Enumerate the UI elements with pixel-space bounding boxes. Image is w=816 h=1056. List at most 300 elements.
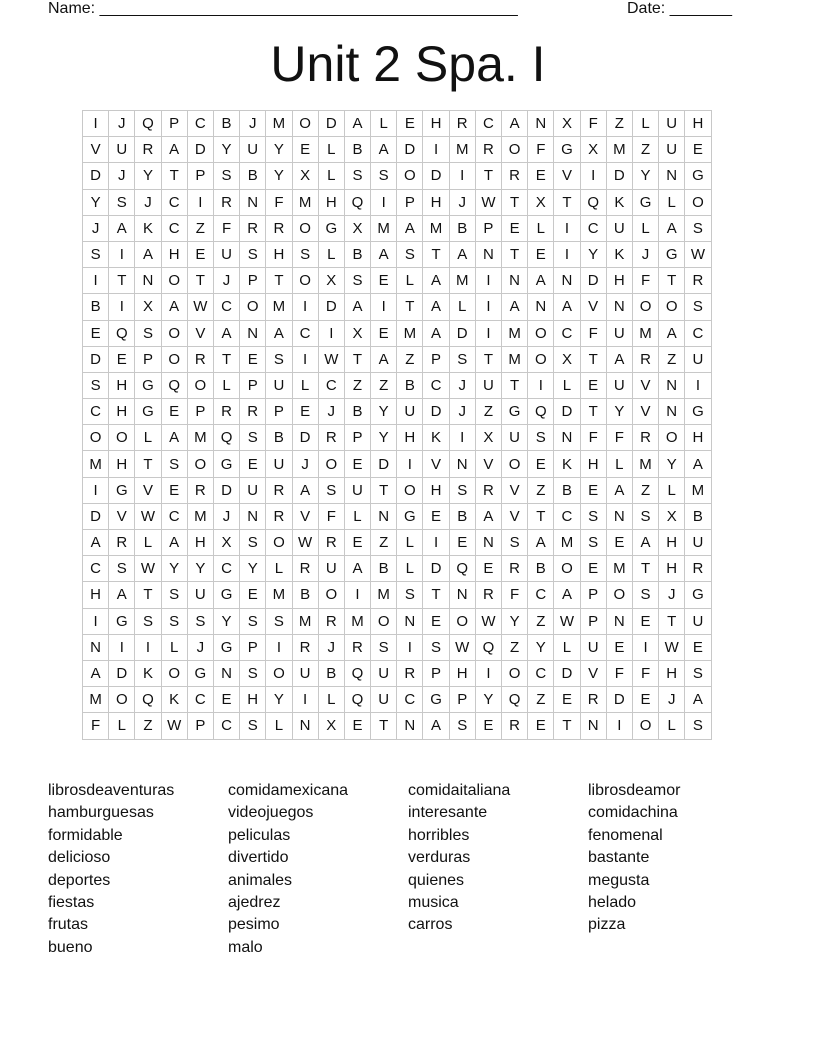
grid-cell: O (318, 582, 344, 608)
grid-cell: R (187, 477, 213, 503)
word-bank-item: bastante (588, 849, 650, 867)
grid-cell: A (109, 215, 135, 241)
grid-cell: U (685, 608, 711, 634)
grid-cell: G (502, 399, 528, 425)
grid-cell: L (213, 372, 239, 398)
grid-cell: B (83, 294, 109, 320)
grid-cell: H (397, 425, 423, 451)
grid-cell: C (475, 111, 501, 137)
grid-cell: E (606, 530, 632, 556)
grid-cell: W (318, 346, 344, 372)
grid-cell: G (632, 189, 658, 215)
word-bank-item: animales (228, 871, 293, 889)
grid-cell: C (528, 660, 554, 686)
grid-cell: X (554, 346, 580, 372)
grid-cell: T (371, 477, 397, 503)
grid-cell: X (318, 713, 344, 739)
grid-cell: L (109, 713, 135, 739)
grid-cell: O (266, 660, 292, 686)
grid-cell: E (475, 556, 501, 582)
grid-cell: U (397, 399, 423, 425)
grid-cell: W (292, 530, 318, 556)
grid-cell: H (187, 530, 213, 556)
grid-cell: Z (528, 477, 554, 503)
word-search-grid (82, 110, 712, 740)
grid-row (83, 530, 712, 556)
grid-cell: J (292, 451, 318, 477)
grid-cell: I (266, 634, 292, 660)
grid-cell: L (659, 713, 685, 739)
grid-cell: O (502, 660, 528, 686)
grid-cell: E (213, 687, 239, 713)
grid-cell: S (161, 451, 187, 477)
grid-cell: U (685, 346, 711, 372)
grid-cell: L (292, 372, 318, 398)
grid-cell: S (423, 634, 449, 660)
grid-cell: A (606, 477, 632, 503)
grid-cell: R (502, 163, 528, 189)
grid-cell: A (659, 320, 685, 346)
grid-cell: S (685, 294, 711, 320)
grid-cell: G (109, 608, 135, 634)
grid-cell: M (83, 687, 109, 713)
grid-cell: G (135, 399, 161, 425)
grid-cell: P (240, 268, 266, 294)
grid-cell: S (371, 163, 397, 189)
grid-cell: L (659, 189, 685, 215)
grid-cell: J (109, 111, 135, 137)
grid-cell: R (580, 687, 606, 713)
grid-cell: U (475, 372, 501, 398)
grid-cell: F (318, 503, 344, 529)
grid-row (83, 608, 712, 634)
grid-cell: H (161, 241, 187, 267)
grid-cell: B (371, 556, 397, 582)
grid-cell: E (423, 503, 449, 529)
grid-cell: A (161, 530, 187, 556)
grid-cell: T (423, 241, 449, 267)
word-bank-item: malo (228, 938, 263, 956)
grid-cell: Y (475, 687, 501, 713)
grid-cell: S (266, 608, 292, 634)
grid-row (83, 268, 712, 294)
grid-cell: C (528, 582, 554, 608)
grid-cell: E (554, 687, 580, 713)
word-bank-item: horribles (408, 826, 470, 844)
grid-cell: E (502, 215, 528, 241)
grid-cell: D (83, 163, 109, 189)
grid-row (83, 634, 712, 660)
grid-cell: U (580, 634, 606, 660)
grid-cell: E (371, 268, 397, 294)
grid-cell: T (528, 503, 554, 529)
grid-cell: O (109, 425, 135, 451)
grid-cell: Y (161, 556, 187, 582)
grid-cell: B (318, 660, 344, 686)
grid-cell: A (502, 111, 528, 137)
word-bank-item: frutas (48, 916, 89, 934)
grid-cell: S (292, 241, 318, 267)
grid-cell: I (554, 215, 580, 241)
grid-cell: S (685, 215, 711, 241)
grid-cell: L (135, 530, 161, 556)
grid-cell: L (449, 294, 475, 320)
grid-cell: D (606, 163, 632, 189)
grid-cell: X (344, 215, 370, 241)
grid-cell: U (606, 215, 632, 241)
grid-cell: S (135, 320, 161, 346)
grid-cell: G (187, 660, 213, 686)
word-bank-item: pesimo (228, 916, 280, 934)
grid-cell: N (397, 608, 423, 634)
grid-cell: J (318, 399, 344, 425)
grid-cell: K (135, 215, 161, 241)
grid-cell: V (580, 294, 606, 320)
grid-cell: E (449, 530, 475, 556)
grid-cell: S (528, 425, 554, 451)
grid-cell: I (292, 294, 318, 320)
grid-cell: A (371, 346, 397, 372)
grid-cell: B (397, 372, 423, 398)
grid-cell: T (109, 268, 135, 294)
word-column-2 (228, 780, 403, 959)
grid-cell: R (632, 425, 658, 451)
grid-cell: E (475, 713, 501, 739)
grid-cell: J (213, 503, 239, 529)
grid-cell: C (397, 687, 423, 713)
grid-cell: Q (344, 189, 370, 215)
word-bank-item: delicioso (48, 849, 111, 867)
grid-cell: D (83, 346, 109, 372)
grid-cell: S (632, 503, 658, 529)
grid-cell: Z (135, 713, 161, 739)
grid-cell: P (266, 399, 292, 425)
grid-cell: S (240, 608, 266, 634)
grid-cell: F (606, 660, 632, 686)
grid-cell: C (318, 372, 344, 398)
grid-cell: W (475, 189, 501, 215)
grid-cell: N (606, 503, 632, 529)
grid-cell: I (528, 372, 554, 398)
grid-cell: C (161, 215, 187, 241)
grid-cell: U (292, 660, 318, 686)
grid-cell: E (685, 137, 711, 163)
grid-cell: K (606, 241, 632, 267)
grid-row (83, 137, 712, 163)
grid-cell: M (292, 608, 318, 634)
grid-cell: R (213, 189, 239, 215)
grid-row (83, 111, 712, 137)
grid-cell: G (423, 687, 449, 713)
grid-cell: V (423, 451, 449, 477)
word-bank-item: videojuegos (228, 804, 314, 822)
grid-cell: N (240, 189, 266, 215)
grid-cell: O (240, 294, 266, 320)
grid-cell: Q (213, 425, 239, 451)
grid-cell: T (554, 189, 580, 215)
grid-cell: O (266, 530, 292, 556)
grid-cell: A (344, 556, 370, 582)
grid-cell: N (292, 713, 318, 739)
grid-cell: A (528, 530, 554, 556)
grid-cell: I (83, 608, 109, 634)
word-bank-item: comidaitaliana (408, 782, 511, 799)
grid-cell: Y (266, 687, 292, 713)
grid-cell: B (344, 137, 370, 163)
grid-cell: S (161, 582, 187, 608)
grid-cell: B (266, 425, 292, 451)
grid-cell: I (109, 294, 135, 320)
grid-cell: O (397, 163, 423, 189)
grid-cell: E (344, 451, 370, 477)
grid-cell: L (397, 268, 423, 294)
grid-cell: S (240, 713, 266, 739)
grid-cell: G (213, 451, 239, 477)
grid-cell: J (213, 268, 239, 294)
grid-cell: J (135, 189, 161, 215)
grid-cell: V (580, 660, 606, 686)
grid-cell: G (213, 582, 239, 608)
grid-cell: L (606, 451, 632, 477)
grid-cell: A (423, 294, 449, 320)
grid-cell: U (371, 687, 397, 713)
word-bank-item: musica (408, 893, 459, 911)
grid-row (83, 425, 712, 451)
grid-row (83, 320, 712, 346)
grid-cell: V (632, 399, 658, 425)
grid-cell: V (554, 163, 580, 189)
grid-cell: G (397, 503, 423, 529)
grid-cell: A (423, 268, 449, 294)
grid-cell: M (371, 215, 397, 241)
grid-cell: E (240, 582, 266, 608)
grid-cell: T (135, 451, 161, 477)
grid-cell: R (240, 215, 266, 241)
word-bank-item: bueno (48, 938, 93, 956)
grid-cell: M (502, 346, 528, 372)
grid-cell: V (187, 320, 213, 346)
grid-cell: D (423, 556, 449, 582)
grid-cell: B (449, 503, 475, 529)
grid-cell: I (371, 189, 397, 215)
grid-cell: I (397, 634, 423, 660)
grid-cell: M (423, 215, 449, 241)
grid-cell: L (371, 111, 397, 137)
grid-cell: X (318, 268, 344, 294)
grid-cell: D (213, 477, 239, 503)
grid-row (83, 215, 712, 241)
grid-cell: W (554, 608, 580, 634)
grid-cell: E (632, 608, 658, 634)
grid-cell: O (161, 320, 187, 346)
grid-cell: O (161, 346, 187, 372)
grid-cell: Y (659, 451, 685, 477)
grid-cell: D (449, 320, 475, 346)
grid-cell: A (685, 687, 711, 713)
grid-cell: T (475, 346, 501, 372)
grid-cell: J (659, 687, 685, 713)
grid-cell: Y (213, 137, 239, 163)
grid-cell: N (659, 372, 685, 398)
grid-cell: I (318, 320, 344, 346)
grid-row (83, 372, 712, 398)
grid-cell: R (344, 634, 370, 660)
grid-cell: E (580, 477, 606, 503)
grid-cell: H (659, 660, 685, 686)
grid-cell: X (659, 503, 685, 529)
grid-cell: L (266, 556, 292, 582)
grid-cell: Y (135, 163, 161, 189)
grid-cell: B (685, 503, 711, 529)
grid-cell: I (292, 687, 318, 713)
grid-cell: E (161, 477, 187, 503)
word-bank-item: quienes (408, 871, 465, 889)
grid-cell: M (266, 582, 292, 608)
grid-cell: O (187, 451, 213, 477)
word-bank (48, 780, 768, 980)
grid-cell: U (606, 372, 632, 398)
grid-cell: S (109, 556, 135, 582)
grid-cell: N (502, 268, 528, 294)
grid-cell: D (83, 503, 109, 529)
grid-cell: N (528, 111, 554, 137)
grid-cell: I (83, 111, 109, 137)
grid-row (83, 713, 712, 739)
grid-cell: H (266, 241, 292, 267)
grid-cell: K (161, 687, 187, 713)
grid-cell: O (83, 425, 109, 451)
grid-cell: N (528, 294, 554, 320)
grid-cell: J (449, 399, 475, 425)
grid-cell: U (318, 556, 344, 582)
grid-cell: G (135, 372, 161, 398)
grid-cell: S (318, 477, 344, 503)
grid-cell: R (475, 137, 501, 163)
grid-cell: Z (397, 346, 423, 372)
grid-cell: H (423, 477, 449, 503)
grid-cell: A (371, 241, 397, 267)
grid-cell: Q (344, 660, 370, 686)
grid-cell: O (161, 268, 187, 294)
grid-cell: T (344, 346, 370, 372)
grid-cell: X (554, 111, 580, 137)
grid-cell: O (632, 713, 658, 739)
grid-cell: U (109, 137, 135, 163)
grid-cell: R (213, 399, 239, 425)
grid-cell: F (580, 425, 606, 451)
grid-cell: S (397, 241, 423, 267)
grid-cell: E (580, 556, 606, 582)
grid-cell: Y (502, 608, 528, 634)
grid-cell: F (606, 425, 632, 451)
grid-cell: N (240, 503, 266, 529)
word-column-1 (48, 780, 223, 959)
grid-cell: Y (83, 189, 109, 215)
grid-cell: Y (371, 399, 397, 425)
grid-cell: I (83, 268, 109, 294)
grid-cell: D (580, 268, 606, 294)
grid-cell: I (135, 634, 161, 660)
grid-cell: O (292, 268, 318, 294)
grid-cell: C (187, 687, 213, 713)
grid-cell: H (318, 189, 344, 215)
grid-cell: S (502, 530, 528, 556)
grid-cell: S (344, 163, 370, 189)
grid-cell: D (109, 660, 135, 686)
word-column-4 (588, 780, 763, 937)
grid-cell: U (266, 451, 292, 477)
grid-cell: V (109, 503, 135, 529)
grid-cell: O (292, 111, 318, 137)
grid-cell: J (187, 634, 213, 660)
grid-cell: S (213, 163, 239, 189)
grid-cell: I (109, 241, 135, 267)
grid-cell: S (371, 634, 397, 660)
grid-cell: U (187, 582, 213, 608)
grid-cell: F (83, 713, 109, 739)
grid-cell: Q (580, 189, 606, 215)
grid-cell: D (554, 399, 580, 425)
grid-cell: S (161, 608, 187, 634)
grid-cell: Y (266, 137, 292, 163)
grid-cell: I (371, 294, 397, 320)
grid-cell: L (528, 215, 554, 241)
grid-cell: S (240, 241, 266, 267)
grid-cell: S (580, 530, 606, 556)
grid-cell: O (109, 687, 135, 713)
grid-cell: E (528, 713, 554, 739)
grid-cell: H (83, 582, 109, 608)
grid-cell: U (502, 425, 528, 451)
grid-cell: Z (528, 608, 554, 634)
grid-cell: U (371, 660, 397, 686)
grid-cell: R (318, 530, 344, 556)
grid-cell: S (83, 241, 109, 267)
grid-cell: C (423, 372, 449, 398)
grid-cell: J (240, 111, 266, 137)
grid-cell: L (632, 215, 658, 241)
grid-cell: H (606, 268, 632, 294)
grid-cell: E (580, 372, 606, 398)
grid-cell: M (554, 530, 580, 556)
grid-cell: T (659, 608, 685, 634)
grid-cell: R (502, 556, 528, 582)
grid-cell: P (423, 346, 449, 372)
grid-cell: N (240, 320, 266, 346)
grid-cell: J (83, 215, 109, 241)
grid-cell: S (187, 608, 213, 634)
grid-cell: W (685, 241, 711, 267)
grid-cell: A (423, 320, 449, 346)
grid-cell: G (685, 163, 711, 189)
grid-cell: U (659, 137, 685, 163)
grid-cell: M (632, 320, 658, 346)
grid-cell: X (135, 294, 161, 320)
grid-cell: O (318, 451, 344, 477)
grid-cell: U (266, 372, 292, 398)
grid-cell: Z (475, 399, 501, 425)
grid-cell: Z (632, 137, 658, 163)
grid-cell: N (580, 713, 606, 739)
grid-cell: H (659, 530, 685, 556)
grid-cell: L (554, 372, 580, 398)
grid-cell: M (632, 451, 658, 477)
grid-cell: W (135, 556, 161, 582)
grid-cell: U (606, 320, 632, 346)
grid-cell: V (632, 372, 658, 398)
grid-cell: X (580, 137, 606, 163)
grid-cell: L (266, 713, 292, 739)
